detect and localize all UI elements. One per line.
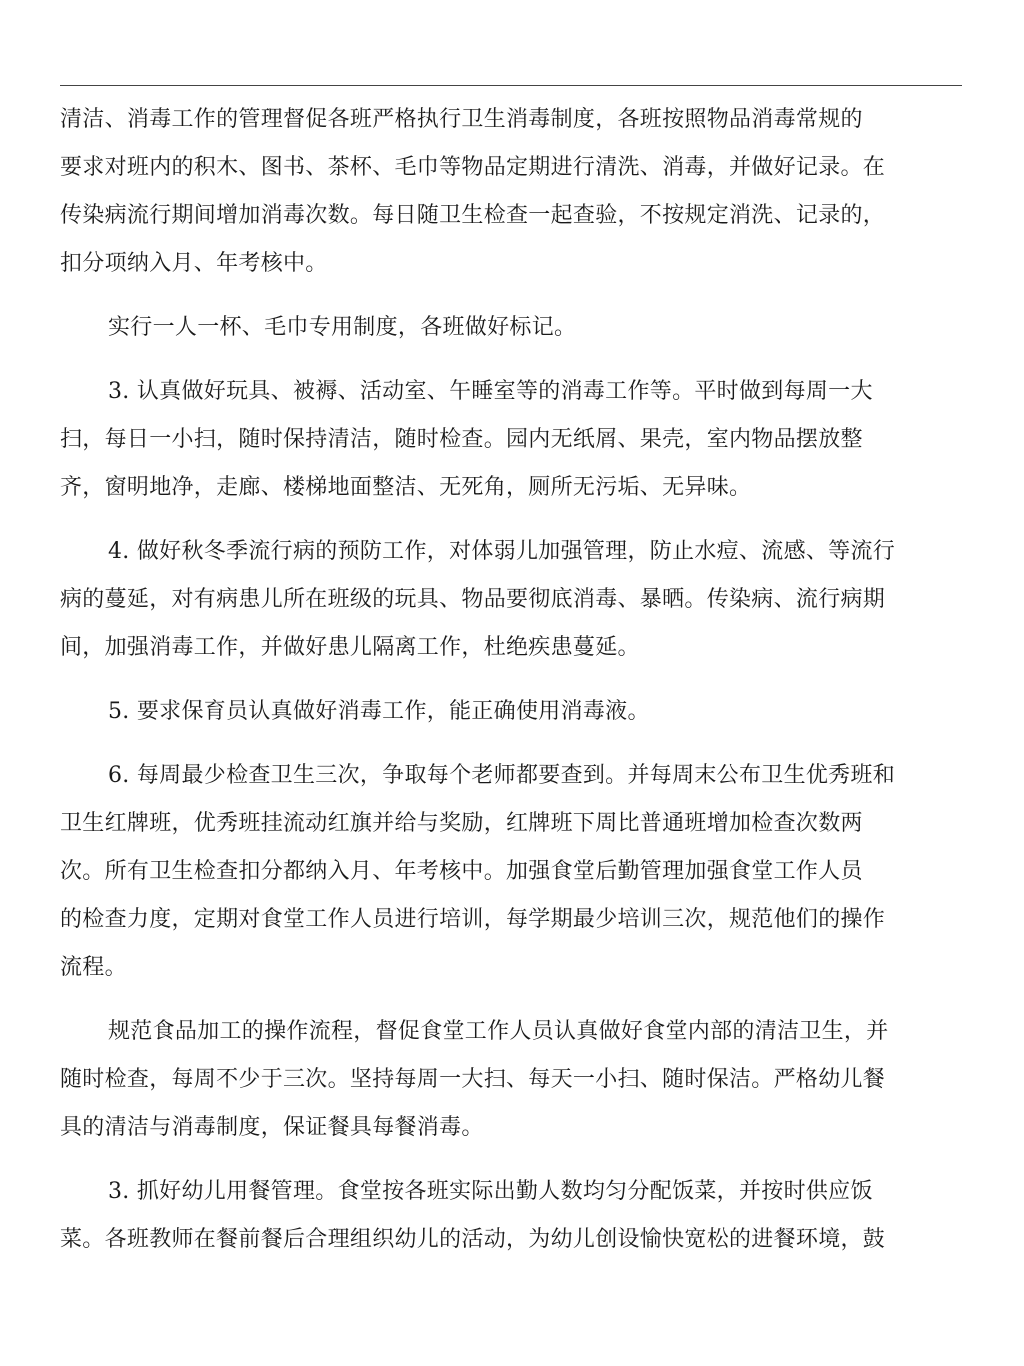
paragraph-gap xyxy=(60,1152,940,1168)
text-line: 随时检查，每周不少于三次。坚持每周一大扫、每天一小扫、随时保洁。严格幼儿餐 xyxy=(60,1067,886,1092)
text-line: 扫，每日一小扫，随时保持清洁，随时检查。园内无纸屑、果壳，室内物品摆放整 xyxy=(60,427,863,452)
text-line: 流程。 xyxy=(60,955,127,980)
paragraph xyxy=(60,752,940,992)
paragraph-gap xyxy=(60,512,940,528)
paragraph xyxy=(60,1168,940,1264)
text-line: 具的清洁与消毒制度，保证餐具每餐消毒。 xyxy=(60,1115,484,1140)
paragraph xyxy=(60,368,940,512)
text-line: 的检查力度，定期对食堂工作人员进行培训，每学期最少培训三次，规范他们的操作 xyxy=(60,907,886,932)
paragraph-gap xyxy=(60,288,940,304)
text-line: 规范食品加工的操作流程，督促食堂工作人员认真做好食堂内部的清洁卫生，并 xyxy=(108,1019,889,1044)
text-line: 病的蔓延，对有病患儿所在班级的玩具、物品要彻底消毒、暴晒。传染病、流行病期 xyxy=(60,587,886,612)
paragraph xyxy=(60,96,940,288)
document-body xyxy=(60,96,940,1264)
paragraph-gap xyxy=(60,352,940,368)
text-line: 齐，窗明地净，走廊、楼梯地面整洁、无死角，厕所无污垢、无异味。 xyxy=(60,475,752,500)
text-line: 间，加强消毒工作，并做好患儿隔离工作，杜绝疾患蔓延。 xyxy=(60,635,640,660)
text-line: 传染病流行期间增加消毒次数。每日随卫生检查一起查验，不按规定消洗、记录的， xyxy=(60,203,886,228)
paragraph xyxy=(60,528,940,672)
text-line: 4. 做好秋冬季流行病的预防工作，对体弱儿加强管理，防止水痘、流感、等流行 xyxy=(108,539,896,564)
text-line: 6. 每周最少检查卫生三次，争取每个老师都要查到。并每周末公布卫生优秀班和 xyxy=(108,763,896,788)
paragraph xyxy=(60,1008,940,1152)
text-line: 次。所有卫生检查扣分都纳入月、年考核中。加强食堂后勤管理加强食堂工作人员 xyxy=(60,859,863,884)
paragraph-gap xyxy=(60,672,940,688)
paragraph xyxy=(60,688,940,736)
text-line: 5. 要求保育员认真做好消毒工作，能正确使用消毒液。 xyxy=(108,699,650,724)
paragraph-gap xyxy=(60,992,940,1008)
text-line: 清洁、消毒工作的管理督促各班严格执行卫生消毒制度，各班按照物品消毒常规的 xyxy=(60,107,863,132)
text-line: 菜。各班教师在餐前餐后合理组织幼儿的活动，为幼儿创设愉快宽松的进餐环境，鼓 xyxy=(60,1227,886,1252)
text-line: 卫生红牌班，优秀班挂流动红旗并给与奖励，红牌班下周比普通班增加检查次数两 xyxy=(60,811,863,836)
paragraph xyxy=(60,304,940,352)
text-line: 3. 认真做好玩具、被褥、活动室、午睡室等的消毒工作等。平时做到每周一大 xyxy=(108,379,873,404)
header-divider xyxy=(60,85,962,86)
paragraph-gap xyxy=(60,736,940,752)
text-line: 要求对班内的积木、图书、茶杯、毛巾等物品定期进行清洗、消毒，并做好记录。在 xyxy=(60,155,886,180)
text-line: 扣分项纳入月、年考核中。 xyxy=(60,251,328,276)
text-line: 实行一人一杯、毛巾专用制度，各班做好标记。 xyxy=(108,315,577,340)
text-line: 3. 抓好幼儿用餐管理。食堂按各班实际出勤人数均匀分配饭菜，并按时供应饭 xyxy=(108,1179,873,1204)
